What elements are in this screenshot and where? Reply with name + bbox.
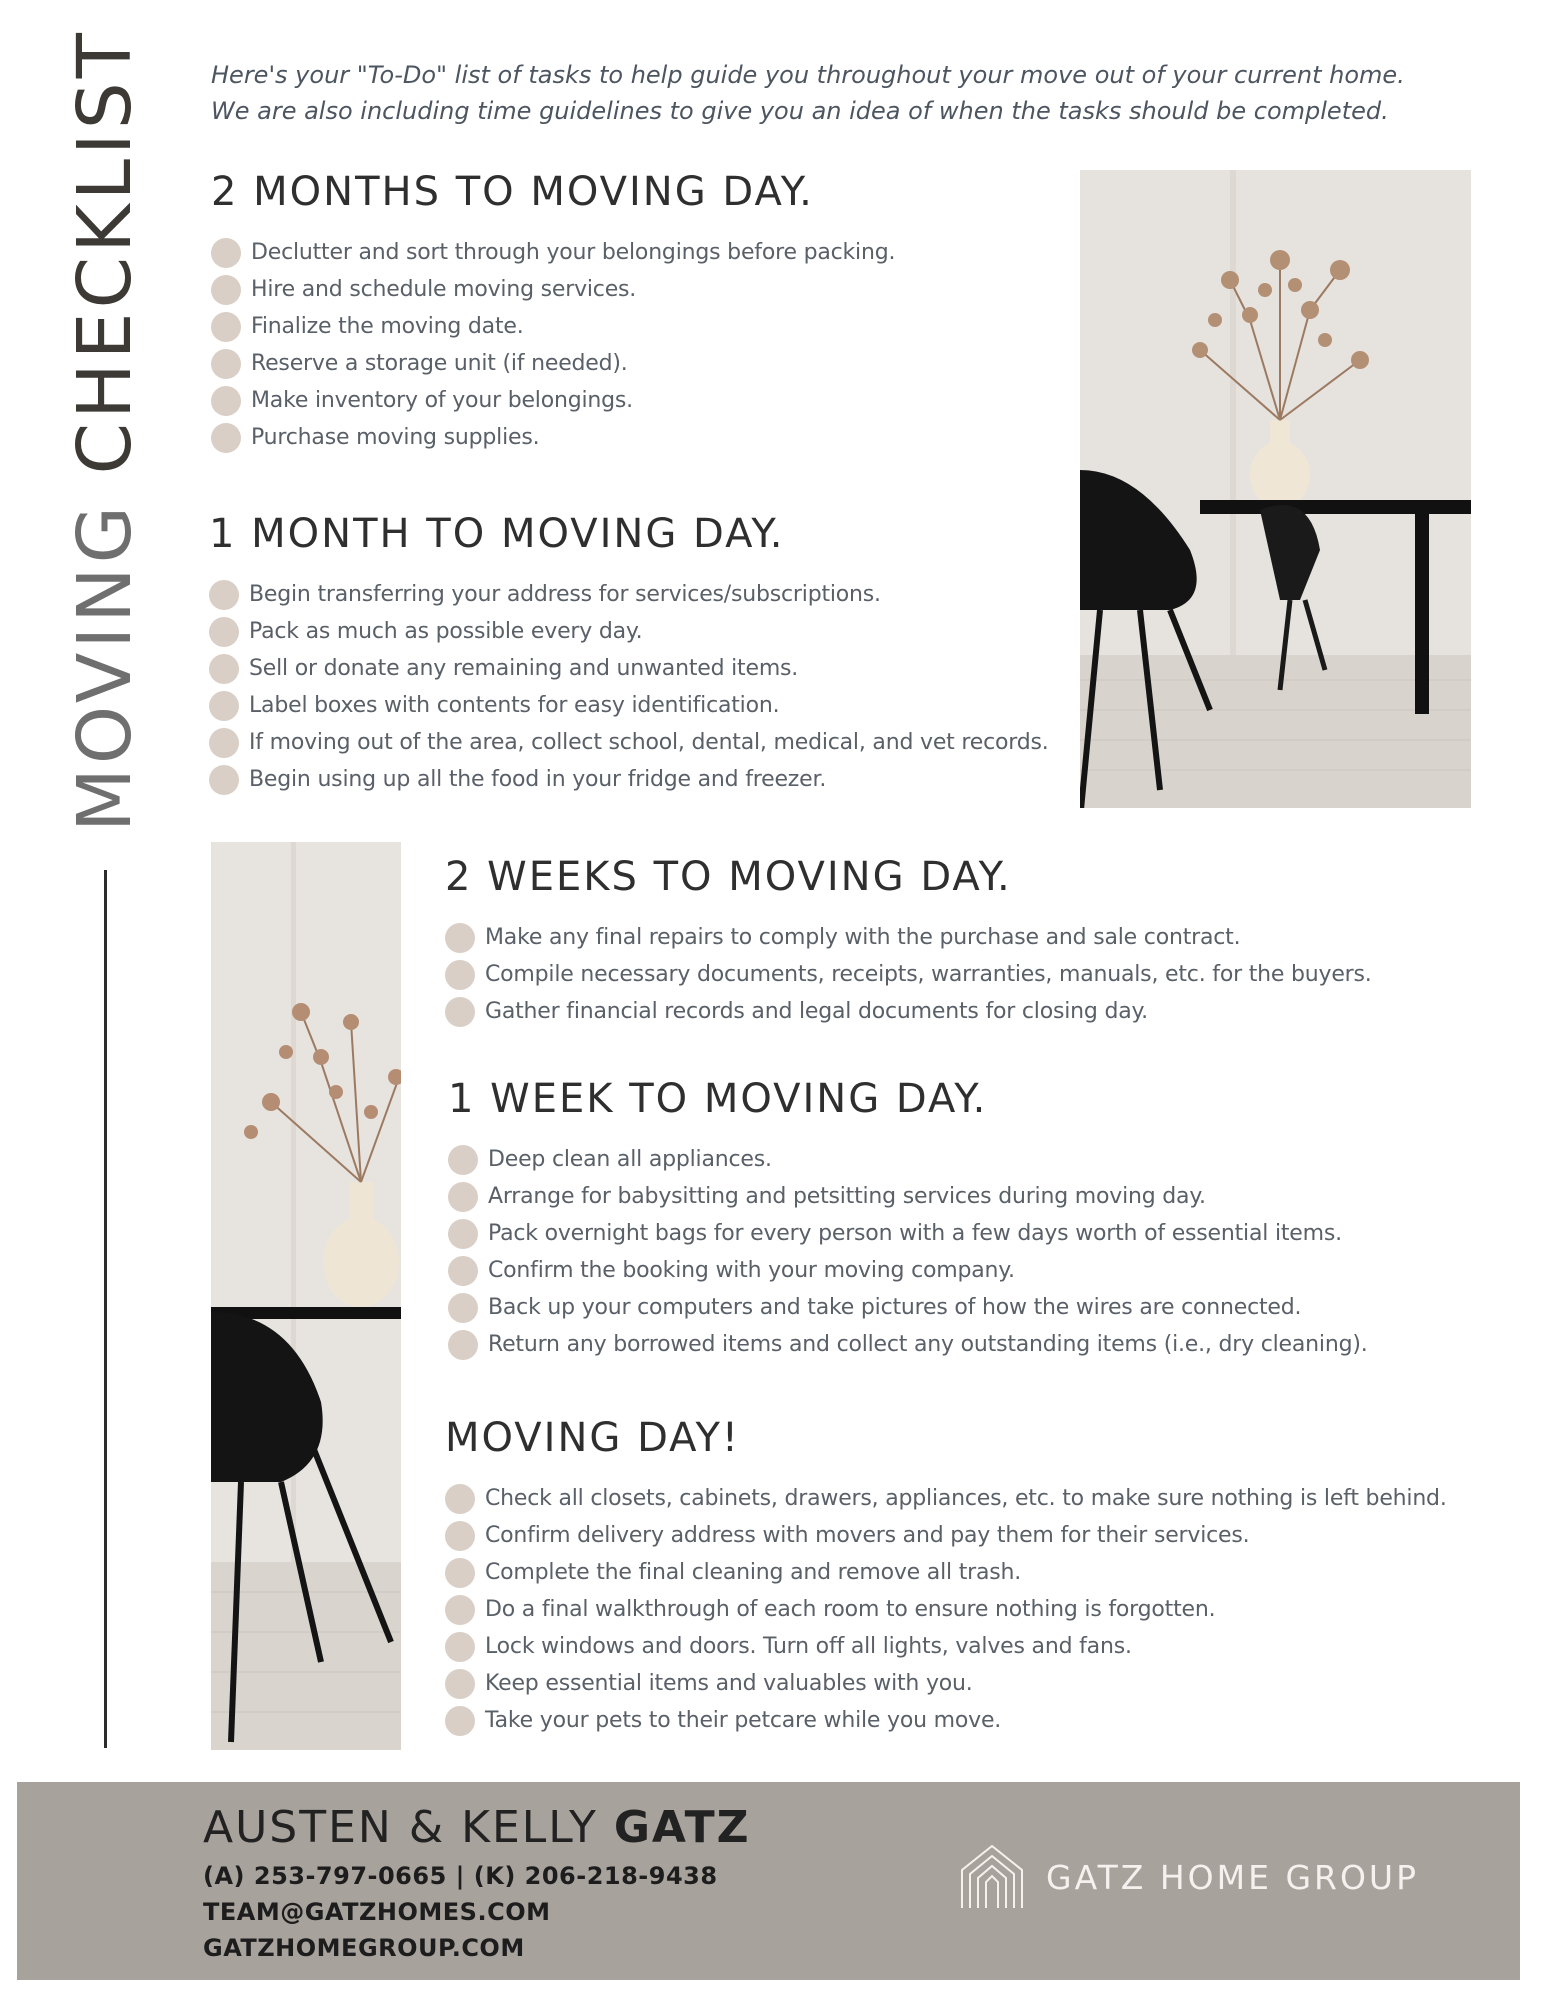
task-item: Lock windows and doors. Turn off all lights, valves and fans. [445, 1628, 1447, 1665]
bullet-icon [445, 960, 475, 990]
bullet-icon [209, 617, 239, 647]
side-title-moving: MOVING [62, 502, 148, 832]
intro-line-1: Here's your "To-Do" list of tasks to help guide you throughout your move out of your current home. [211, 61, 1405, 89]
bullet-icon [211, 386, 241, 416]
bullet-icon [448, 1145, 478, 1175]
agent-last-name: GATZ [613, 1802, 751, 1853]
task-item: Keep essential items and valuables with you. [445, 1665, 1447, 1702]
task-item: Complete the final cleaning and remove all trash. [445, 1554, 1447, 1591]
section-heading: 2 MONTHS TO MOVING DAY. [211, 169, 814, 215]
intro-line-2: We are also including time guidelines to give you an idea of when the tasks should be completed. [211, 97, 1389, 125]
bullet-icon [211, 238, 241, 268]
task-item: Gather financial records and legal documents for closing day. [445, 993, 1372, 1030]
bullet-icon [211, 312, 241, 342]
agent-first-names: AUSTEN & KELLY [203, 1802, 614, 1853]
section-heading: 2 WEEKS TO MOVING DAY. [445, 854, 1012, 900]
task-item: Begin using up all the food in your fridge and freezer. [209, 761, 1049, 798]
task-item: Confirm the booking with your moving company. [448, 1252, 1368, 1289]
bullet-icon [445, 1595, 475, 1625]
bullet-icon [211, 349, 241, 379]
task-item: Take your pets to their petcare while you move. [445, 1702, 1447, 1739]
task-item: Finalize the moving date. [211, 308, 895, 345]
house-outline-icon [960, 1844, 1024, 1910]
task-item: Do a final walkthrough of each room to ensure nothing is forgotten. [445, 1591, 1447, 1628]
task-item: Declutter and sort through your belongings before packing. [211, 234, 895, 271]
task-item: If moving out of the area, collect school, dental, medical, and vet records. [209, 724, 1049, 761]
task-list [445, 919, 1372, 1030]
bullet-icon [209, 765, 239, 795]
section-heading: MOVING DAY! [445, 1415, 740, 1461]
bullet-icon [445, 1632, 475, 1662]
task-item: Reserve a storage unit (if needed). [211, 345, 895, 382]
brand-logo [960, 1844, 1419, 1910]
task-item: Return any borrowed items and collect any outstanding items (i.e., dry cleaning). [448, 1326, 1368, 1363]
section-2-weeks [445, 854, 1372, 1030]
section-1-month [209, 511, 1049, 798]
bullet-icon [209, 580, 239, 610]
bullet-icon [445, 1558, 475, 1588]
agent-names [203, 1802, 750, 1853]
task-item: Make inventory of your belongings. [211, 382, 895, 419]
task-item: Hire and schedule moving services. [211, 271, 895, 308]
section-2-months [211, 169, 896, 456]
task-list [448, 1141, 1368, 1363]
task-list [209, 576, 1049, 798]
bullet-icon [209, 654, 239, 684]
section-heading: 1 WEEK TO MOVING DAY. [448, 1076, 988, 1122]
brand-name: GATZ HOME GROUP [1046, 1857, 1419, 1897]
task-item: Back up your computers and take pictures of how the wires are connected. [448, 1289, 1368, 1326]
dining-room-photo [1080, 170, 1471, 808]
task-item: Deep clean all appliances. [448, 1141, 1368, 1178]
task-item: Pack overnight bags for every person with a few days worth of essential items. [448, 1215, 1368, 1252]
task-item: Check all closets, cabinets, drawers, appliances, etc. to make sure nothing is left behind. [445, 1480, 1447, 1517]
bullet-icon [211, 275, 241, 305]
bullet-icon [448, 1256, 478, 1286]
bullet-icon [445, 1706, 475, 1736]
footer-contact-bar [17, 1782, 1520, 1980]
task-item: Purchase moving supplies. [211, 419, 895, 456]
bullet-icon [445, 997, 475, 1027]
task-list [445, 1480, 1447, 1739]
section-heading: 1 MONTH TO MOVING DAY. [209, 511, 785, 557]
task-item: Sell or donate any remaining and unwanted items. [209, 650, 1049, 687]
bullet-icon [448, 1330, 478, 1360]
email-link[interactable]: TEAM@GATZHOMES.COM [203, 1898, 551, 1926]
task-item: Label boxes with contents for easy identification. [209, 687, 1049, 724]
bullet-icon [445, 1484, 475, 1514]
bullet-icon [209, 728, 239, 758]
bullet-icon [209, 691, 239, 721]
side-title [62, 29, 148, 832]
task-item: Make any final repairs to comply with the purchase and sale contract. [445, 919, 1372, 956]
bullet-icon [445, 923, 475, 953]
bullet-icon [211, 423, 241, 453]
bullet-icon [445, 1521, 475, 1551]
task-item: Confirm delivery address with movers and pay them for their services. [445, 1517, 1447, 1554]
phone-numbers: (A) 253-797-0665 | (K) 206-218-9438 [203, 1862, 718, 1890]
task-item: Arrange for babysitting and petsitting services during moving day. [448, 1178, 1368, 1215]
bullet-icon [448, 1293, 478, 1323]
side-title-checklist: CHECKLIST [62, 29, 148, 475]
bullet-icon [445, 1669, 475, 1699]
task-item: Pack as much as possible every day. [209, 613, 1049, 650]
side-divider-line [104, 870, 107, 1748]
task-list [211, 234, 895, 456]
section-1-week [448, 1076, 1368, 1363]
intro-text [211, 57, 1511, 129]
section-moving-day [445, 1415, 1447, 1739]
bullet-icon [448, 1182, 478, 1212]
task-item: Begin transferring your address for services/subscriptions. [209, 576, 1049, 613]
website-link[interactable]: GATZHOMEGROUP.COM [203, 1934, 525, 1962]
task-item: Compile necessary documents, receipts, warranties, manuals, etc. for the buyers. [445, 956, 1372, 993]
chair-vase-photo [211, 842, 401, 1750]
bullet-icon [448, 1219, 478, 1249]
